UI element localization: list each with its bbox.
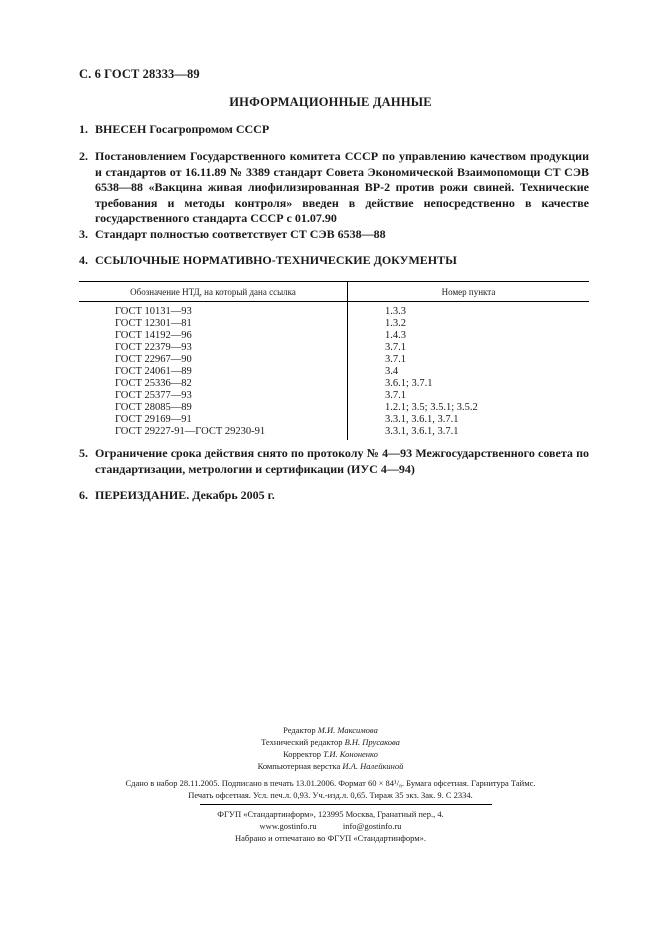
- item-text: ВНЕСЕН Госагропромом СССР: [95, 122, 270, 136]
- clause-cell: 3.7.1: [385, 354, 406, 365]
- tech-editor-label: Технический редактор: [261, 737, 343, 747]
- tech-editor-name: В.Н. Прусакова: [344, 737, 400, 747]
- item-number: 5.: [79, 446, 88, 460]
- website-link[interactable]: www.gostinfo.ru: [259, 821, 317, 831]
- column-header-document: Обозначение НТД, на который дана ссылка: [79, 282, 348, 302]
- corrector-name: Т.И. Кононенко: [323, 749, 378, 759]
- section-title: ИНФОРМАЦИОННЫЕ ДАННЫЕ: [229, 95, 432, 109]
- item-number: 4.: [79, 253, 88, 267]
- item-number: 3.: [79, 227, 88, 241]
- item-1: [79, 122, 589, 138]
- item-5: [79, 446, 589, 477]
- editor-label: Редактор: [283, 725, 316, 735]
- publisher-line: ФГУП «Стандартинформ», 123995 Москва, Гранатный пер., 4.: [217, 809, 444, 819]
- clause-cell: 3.6.1; 3.7.1: [385, 378, 433, 389]
- layout-name: И.А. Налейкиной: [342, 761, 404, 771]
- print-details-line-2: Печать офсетная. Усл. печ.л. 0,93. Уч.-изд.л. 0,65. Тираж 35 экз. Зак. 9. С 2334.: [188, 790, 473, 800]
- item-text: Ограничение срока действия снято по протоколу № 4—93 Межгосударственного совета по стандартизации, метрологии и сертификации (ИУС 4—94): [95, 446, 589, 476]
- document-cell: ГОСТ 10131—93: [79, 302, 348, 319]
- table-row: [79, 342, 589, 354]
- document-cell: ГОСТ 25377—93: [79, 390, 348, 402]
- item-number: 6.: [79, 488, 88, 502]
- table-row: [79, 366, 589, 378]
- editor-line: [0, 724, 661, 736]
- item-text: Постановлением Государственного комитета СССР по управлению качеством продукции и стандартов от 16.11.89 № 3389 стандарт Совета Экономической Взаимопомощи СТ СЭВ 6538—88 «Вакцина живая лиофилизированная ВР-2 против рожи свиней. Технические требования и методы контроля» введен в действие непосредственно в качестве государственного стандарта СССР с 01.07.90: [95, 149, 589, 225]
- clause-cell: 3.7.1: [385, 390, 406, 401]
- document-cell: ГОСТ 29227-91—ГОСТ 29230-91: [79, 426, 348, 440]
- table-row: [79, 378, 589, 390]
- clause-cell: 1.2.1; 3.5; 3.5.1; 3.5.2: [385, 402, 478, 413]
- item-6: [79, 488, 589, 504]
- item-text: ССЫЛОЧНЫЕ НОРМАТИВНО-ТЕХНИЧЕСКИЕ ДОКУМЕНТЫ: [95, 253, 457, 267]
- item-4: [79, 253, 589, 269]
- table-row: [79, 330, 589, 342]
- clause-cell: 1.3.2: [385, 318, 406, 329]
- table-row: [79, 414, 589, 426]
- layout-line: [0, 760, 661, 772]
- document-cell: ГОСТ 28085—89: [79, 402, 348, 414]
- item-3: [79, 227, 589, 243]
- document-cell: ГОСТ 24061—89: [79, 366, 348, 378]
- table-row: [79, 318, 589, 330]
- item-text: Стандарт полностью соответствует СТ СЭВ 6538—88: [95, 227, 386, 241]
- clause-cell: 1.3.3: [385, 306, 406, 317]
- item-text: ПЕРЕИЗДАНИЕ. Декабрь 2005 г.: [95, 488, 275, 502]
- corrector-line: [0, 748, 661, 760]
- clause-cell: 3.7.1: [385, 342, 406, 353]
- table-header-row: [79, 282, 589, 302]
- print-details-line-1: Сдано в набор 28.11.2005. Подписано в печать 13.01.2006. Формат 60 × 84¹/₈. Бумага офсетная. Гарнитура Таймс.: [125, 778, 536, 788]
- corrector-label: Корректор: [283, 749, 321, 759]
- item-number: 1.: [79, 122, 88, 136]
- clause-cell: 1.4.3: [385, 330, 406, 341]
- clause-cell: 3.3.1, 3.6.1, 3.7.1: [385, 426, 459, 437]
- document-cell: ГОСТ 25336—82: [79, 378, 348, 390]
- editor-name: М.И. Максимова: [317, 725, 378, 735]
- clause-cell: 3.4: [385, 366, 399, 377]
- tech-editor-line: [0, 736, 661, 748]
- printed-by-line: Набрано и отпечатано во ФГУП «Стандартинформ».: [234, 833, 427, 843]
- contacts-line: [0, 820, 661, 832]
- item-2: [79, 149, 589, 227]
- layout-label: Компьютерная верстка: [257, 761, 341, 771]
- document-cell: ГОСТ 14192—96: [79, 330, 348, 342]
- clause-cell: 3.3.1, 3.6.1, 3.7.1: [385, 414, 459, 425]
- table-row: [79, 426, 589, 440]
- table-row: [79, 390, 589, 402]
- item-number: 2.: [79, 149, 88, 163]
- column-header-clause: Номер пункта: [348, 282, 590, 302]
- table-row: [79, 354, 589, 366]
- document-cell: ГОСТ 22379—93: [79, 342, 348, 354]
- table-row: [79, 302, 589, 319]
- document-cell: ГОСТ 12301—81: [79, 318, 348, 330]
- references-table: [79, 281, 589, 440]
- divider: [200, 804, 492, 805]
- page-header: С. 6 ГОСТ 28333—89: [79, 67, 200, 81]
- email-link[interactable]: info@gostinfo.ru: [342, 821, 402, 831]
- table-row: [79, 402, 589, 414]
- document-cell: ГОСТ 22967—90: [79, 354, 348, 366]
- document-cell: ГОСТ 29169—91: [79, 414, 348, 426]
